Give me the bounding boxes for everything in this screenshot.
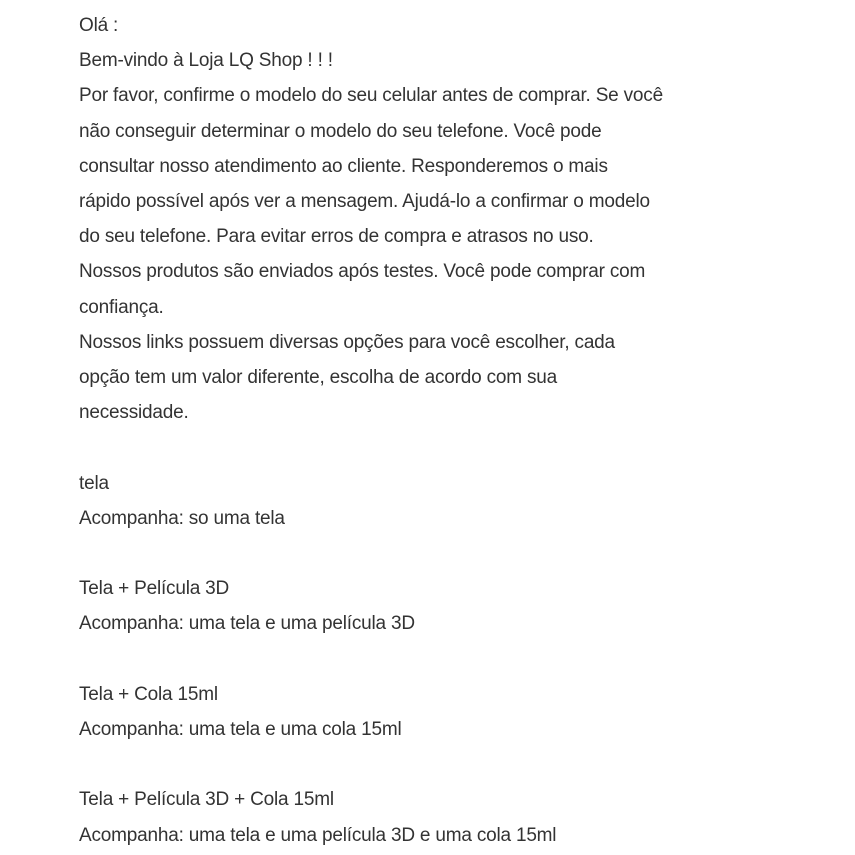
option-title: tela (79, 472, 109, 494)
option-includes: Acompanha: uma tela e uma película 3D (79, 613, 415, 635)
spacer (79, 430, 799, 465)
option-includes: Acompanha: uma tela e uma cola 15ml (79, 719, 402, 741)
option-includes: Acompanha: so uma tela (79, 507, 285, 529)
paragraph-line: opção tem um valor diferente, escolha de acordo com sua (79, 367, 557, 389)
paragraph-line: confiança. (79, 296, 164, 318)
option-title: Tela + Cola 15ml (79, 683, 218, 705)
paragraph-line: Por favor, confirme o modelo do seu celular antes de comprar. Se você (79, 85, 663, 107)
option-title: Tela + Película 3D + Cola 15ml (79, 789, 334, 811)
option-block (79, 677, 799, 747)
spacer (79, 536, 799, 571)
greeting-text: Olá : (79, 15, 119, 36)
spacer (79, 747, 799, 782)
description-paragraph (79, 78, 799, 430)
paragraph-line: rápido possível após ver a mensagem. Ajudá-lo a confirmar o modelo (79, 191, 650, 213)
paragraph-line: necessidade. (79, 402, 189, 424)
paragraph-line: não conseguir determinar o modelo do seu telefone. Você pode (79, 120, 602, 142)
paragraph-line: consultar nosso atendimento ao cliente. Responderemos o mais (79, 155, 608, 177)
option-title: Tela + Película 3D (79, 578, 230, 600)
paragraph-line: Nossos produtos são enviados após testes. Você pode comprar com (79, 261, 646, 283)
option-block (79, 782, 799, 852)
option-block (79, 571, 799, 641)
paragraph-line: do seu telefone. Para evitar erros de compra e atrasos no uso. (79, 226, 594, 248)
paragraph-line: Nossos links possuem diversas opções para você escolher, cada (79, 331, 615, 353)
option-block (79, 466, 799, 536)
spacer (79, 642, 799, 677)
welcome-text: Bem-vindo à Loja LQ Shop ! ! ! (79, 50, 333, 72)
option-includes: Acompanha: uma tela e uma película 3D e uma cola 15ml (79, 824, 557, 846)
product-description (79, 8, 799, 853)
